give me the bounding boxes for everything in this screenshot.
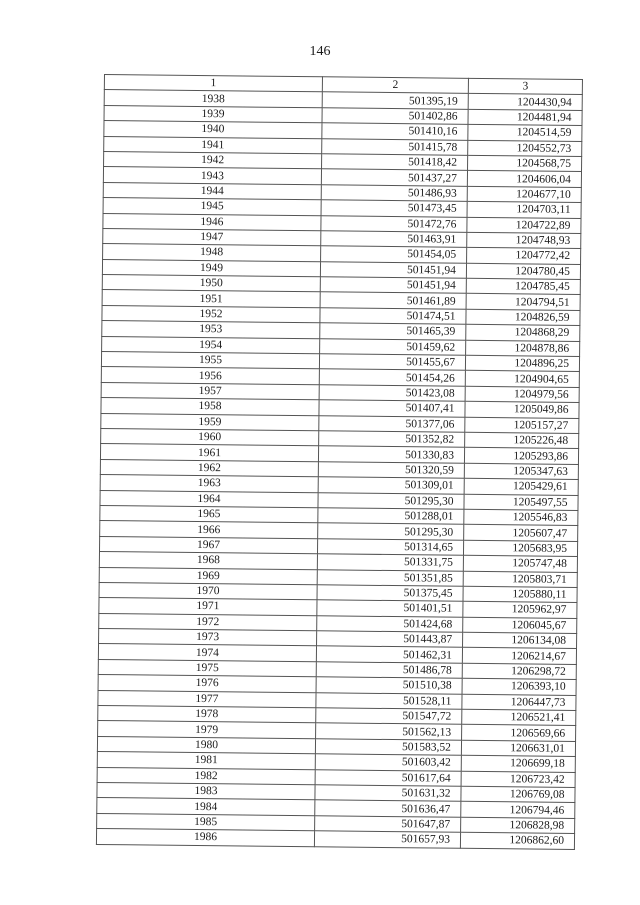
row-number-cell: 1977: [98, 690, 316, 708]
x-coordinate-cell: 501631,32: [315, 785, 461, 802]
y-coordinate-cell: 1204677,10: [467, 186, 581, 203]
x-coordinate-cell: 501375,45: [317, 585, 463, 602]
y-coordinate-cell: 1206214,67: [462, 648, 576, 665]
y-coordinate-cell: 1204904,65: [465, 371, 579, 388]
row-number-cell: 1986: [96, 829, 314, 847]
row-number-cell: 1978: [98, 705, 316, 723]
row-number-cell: 1984: [97, 798, 315, 816]
x-coordinate-cell: 501352,82: [319, 431, 465, 448]
y-coordinate-cell: 1204722,89: [467, 217, 581, 234]
x-coordinate-cell: 501451,94: [320, 261, 466, 278]
x-coordinate-cell: 501402,86: [322, 108, 468, 125]
x-coordinate-cell: 501454,26: [319, 369, 465, 386]
row-number-cell: 1980: [97, 736, 315, 754]
row-number-cell: 1949: [102, 259, 320, 277]
row-number-cell: 1964: [100, 490, 318, 508]
x-coordinate-cell: 501410,16: [322, 123, 468, 140]
y-coordinate-cell: 1206828,98: [461, 817, 575, 834]
row-number-cell: 1963: [100, 475, 318, 493]
x-coordinate-cell: 501314,65: [317, 538, 463, 555]
y-coordinate-cell: 1204826,59: [466, 309, 580, 326]
row-number-cell: 1942: [104, 151, 322, 169]
x-coordinate-cell: 501423,08: [319, 385, 465, 402]
row-number-cell: 1953: [102, 321, 320, 339]
y-coordinate-cell: 1204896,25: [465, 355, 579, 372]
x-coordinate-cell: 501528,11: [316, 692, 462, 709]
x-coordinate-cell: 501583,52: [315, 739, 461, 756]
row-number-cell: 1955: [101, 352, 319, 370]
row-number-cell: 1947: [103, 228, 321, 246]
row-number-cell: 1961: [100, 444, 318, 462]
y-coordinate-cell: 1206393,10: [462, 679, 576, 696]
y-coordinate-cell: 1206699,18: [461, 755, 575, 772]
row-number-cell: 1945: [103, 198, 321, 216]
row-number-cell: 1954: [102, 336, 320, 354]
y-coordinate-cell: 1204552,73: [468, 140, 582, 157]
x-coordinate-cell: 501454,05: [321, 246, 467, 263]
x-coordinate-cell: 501473,45: [321, 200, 467, 217]
row-number-cell: 1967: [99, 536, 317, 554]
row-number-cell: 1981: [97, 752, 315, 770]
x-coordinate-cell: 501636,47: [315, 800, 461, 817]
y-coordinate-cell: 1205347,63: [464, 463, 578, 480]
row-number-cell: 1950: [102, 275, 320, 293]
x-coordinate-cell: 501330,83: [318, 446, 464, 463]
row-number-cell: 1958: [101, 398, 319, 416]
y-coordinate-cell: 1204878,86: [466, 340, 580, 357]
page-number: 146: [309, 44, 331, 59]
x-coordinate-cell: 501472,76: [321, 215, 467, 232]
x-coordinate-cell: 501309,01: [318, 477, 464, 494]
x-coordinate-cell: 501486,78: [316, 662, 462, 679]
x-coordinate-cell: 501455,67: [319, 354, 465, 371]
y-coordinate-cell: 1204868,29: [466, 325, 580, 342]
y-coordinate-cell: 1206447,73: [462, 694, 576, 711]
row-number-cell: 1968: [99, 552, 317, 570]
x-coordinate-cell: 501377,06: [319, 415, 465, 432]
x-coordinate-cell: 501617,64: [315, 769, 461, 786]
row-number-cell: 1951: [102, 290, 320, 308]
row-number-cell: 1966: [100, 521, 318, 539]
x-coordinate-cell: 501463,91: [321, 231, 467, 248]
x-coordinate-cell: 501461,89: [320, 292, 466, 309]
x-coordinate-cell: 501295,30: [318, 492, 464, 509]
y-coordinate-cell: 1206134,08: [463, 632, 577, 649]
x-coordinate-cell: 501510,38: [316, 677, 462, 694]
x-coordinate-cell: 501474,51: [320, 308, 466, 325]
y-coordinate-cell: 1205049,86: [465, 402, 579, 419]
x-coordinate-cell: 501603,42: [315, 754, 461, 771]
x-coordinate-cell: 501407,41: [319, 400, 465, 417]
y-coordinate-cell: 1204430,94: [468, 94, 582, 111]
x-coordinate-cell: 501462,31: [316, 646, 462, 663]
x-coordinate-cell: 501486,93: [321, 185, 467, 202]
row-number-cell: 1943: [103, 167, 321, 185]
row-number-cell: 1985: [97, 813, 315, 831]
y-coordinate-cell: 1204748,93: [467, 232, 581, 249]
row-number-cell: 1960: [101, 428, 319, 446]
row-number-cell: 1971: [99, 598, 317, 616]
y-coordinate-cell: 1204606,04: [467, 171, 581, 188]
coordinates-table-wrapper: [96, 74, 582, 849]
y-coordinate-cell: 1205683,95: [463, 540, 577, 557]
x-coordinate-cell: 501320,59: [318, 462, 464, 479]
row-number-cell: 1948: [103, 244, 321, 262]
y-coordinate-cell: 1206521,41: [462, 709, 576, 726]
y-coordinate-cell: 1206769,08: [461, 786, 575, 803]
row-number-cell: 1975: [98, 659, 316, 677]
y-coordinate-cell: 1205546,83: [464, 509, 578, 526]
x-coordinate-cell: 501331,75: [317, 554, 463, 571]
y-coordinate-cell: 1204785,45: [466, 278, 580, 295]
y-coordinate-cell: 1205880,11: [463, 586, 577, 603]
y-coordinate-cell: 1205226,48: [465, 432, 579, 449]
y-coordinate-cell: 1204568,75: [468, 155, 582, 172]
y-coordinate-cell: 1205429,61: [464, 478, 578, 495]
row-number-cell: 1944: [103, 182, 321, 200]
row-number-cell: 1957: [101, 382, 319, 400]
y-coordinate-cell: 1204772,42: [467, 248, 581, 265]
y-coordinate-cell: 1205293,86: [464, 448, 578, 465]
row-number-cell: 1952: [102, 305, 320, 323]
row-number-cell: 1982: [97, 767, 315, 785]
y-coordinate-cell: 1206794,46: [461, 802, 575, 819]
y-coordinate-cell: 1206723,42: [461, 771, 575, 788]
row-number-cell: 1974: [98, 644, 316, 662]
row-number-cell: 1946: [103, 213, 321, 231]
y-coordinate-cell: 1205497,55: [464, 494, 578, 511]
row-number-cell: 1940: [104, 121, 322, 139]
row-number-cell: 1983: [97, 782, 315, 800]
x-coordinate-cell: 501288,01: [318, 508, 464, 525]
row-number-cell: 1959: [101, 413, 319, 431]
table-body: [96, 90, 582, 849]
y-coordinate-cell: 1205157,27: [465, 417, 579, 434]
y-coordinate-cell: 1204703,11: [467, 201, 581, 218]
x-coordinate-cell: 501415,78: [322, 138, 468, 155]
column-header-3: 3: [468, 78, 582, 95]
row-number-cell: 1956: [101, 367, 319, 385]
x-coordinate-cell: 501657,93: [314, 831, 460, 848]
row-number-cell: 1938: [104, 90, 322, 108]
x-coordinate-cell: 501418,42: [322, 154, 468, 171]
x-coordinate-cell: 501424,68: [317, 615, 463, 632]
y-coordinate-cell: 1205803,71: [463, 571, 577, 588]
row-number-cell: 1973: [99, 629, 317, 647]
x-coordinate-cell: 501547,72: [316, 708, 462, 725]
y-coordinate-cell: 1205962,97: [463, 602, 577, 619]
x-coordinate-cell: 501647,87: [315, 815, 461, 832]
x-coordinate-cell: 501401,51: [317, 600, 463, 617]
y-coordinate-cell: 1206045,67: [463, 617, 577, 634]
y-coordinate-cell: 1206569,66: [462, 725, 576, 742]
row-number-cell: 1972: [99, 613, 317, 631]
y-coordinate-cell: 1204794,51: [466, 294, 580, 311]
x-coordinate-cell: 501295,30: [318, 523, 464, 540]
column-header-2: 2: [322, 77, 468, 94]
x-coordinate-cell: 501451,94: [320, 277, 466, 294]
y-coordinate-cell: 1204979,56: [465, 386, 579, 403]
x-coordinate-cell: 501437,27: [321, 169, 467, 186]
y-coordinate-cell: 1206862,60: [460, 832, 574, 849]
x-coordinate-cell: 501562,13: [316, 723, 462, 740]
row-number-cell: 1969: [99, 567, 317, 585]
column-header-1: 1: [104, 75, 322, 93]
y-coordinate-cell: 1205607,47: [464, 525, 578, 542]
x-coordinate-cell: 501459,62: [320, 338, 466, 355]
x-coordinate-cell: 501351,85: [317, 569, 463, 586]
y-coordinate-cell: 1206631,01: [461, 740, 575, 757]
row-number-cell: 1965: [100, 505, 318, 523]
y-coordinate-cell: 1205747,48: [463, 555, 577, 572]
y-coordinate-cell: 1204481,94: [468, 109, 582, 126]
row-number-cell: 1970: [99, 582, 317, 600]
y-coordinate-cell: 1204514,59: [468, 124, 582, 141]
x-coordinate-cell: 501443,87: [317, 631, 463, 648]
row-number-cell: 1962: [100, 459, 318, 477]
row-number-cell: 1979: [98, 721, 316, 739]
row-number-cell: 1939: [104, 105, 322, 123]
y-coordinate-cell: 1206298,72: [462, 663, 576, 680]
row-number-cell: 1941: [104, 136, 322, 154]
row-number-cell: 1976: [98, 675, 316, 693]
x-coordinate-cell: 501395,19: [322, 92, 468, 109]
y-coordinate-cell: 1204780,45: [466, 263, 580, 280]
x-coordinate-cell: 501465,39: [320, 323, 466, 340]
coordinates-table: [96, 74, 583, 850]
